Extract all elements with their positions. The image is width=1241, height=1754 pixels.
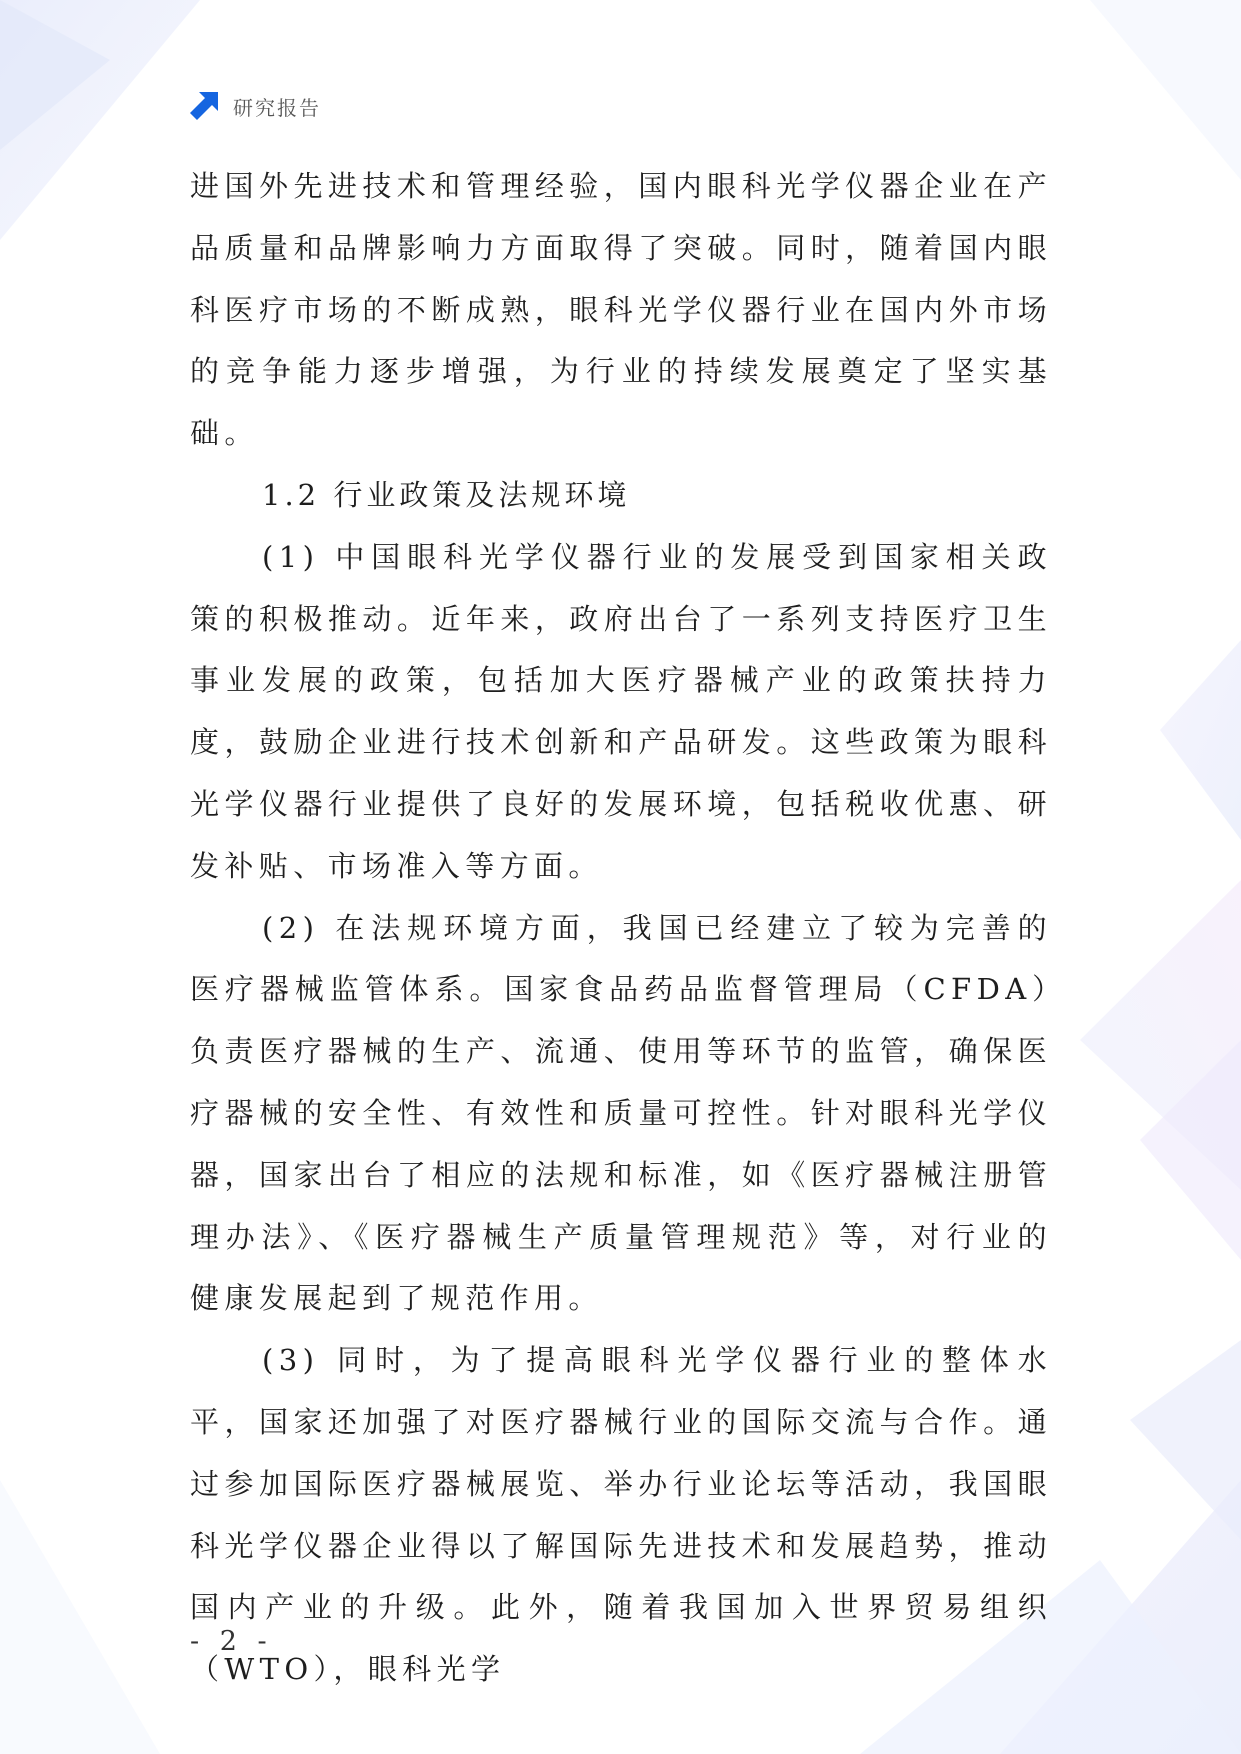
- arrow-up-right-icon: [187, 89, 221, 123]
- page-number: - 2 -: [190, 1626, 273, 1657]
- report-header: [187, 88, 321, 124]
- header-title: 研究报告: [233, 95, 321, 120]
- document-body: [190, 156, 1052, 1701]
- section-heading: 1.2 行业政策及法规环境: [262, 477, 631, 512]
- paragraph-international-3: (3) 同时，为了提高眼科光学仪器行业的整体水平，国家还加强了对医疗器械行业的国际交流与合作。通过参加国际医疗器械展览、举办行业论坛等活动，我国眼科光学仪器企业得以了解国际先进技术和发展趋势，推动国内产业的升级。此外，随着我国加入世界贸易组织（WTO），眼科光学: [190, 1343, 1052, 1687]
- paragraph-policy-1: (1) 中国眼科光学仪器行业的发展受到国家相关政策的积极推动。近年来，政府出台了一系列支持医疗卫生事业发展的政策，包括加大医疗器械产业的政策扶持力度，鼓励企业进行技术创新和产品研发。这些政策为眼科光学仪器行业提供了良好的发展环境，包括税收优惠、研发补贴、市场准入等方面。: [190, 539, 1052, 883]
- paragraph-regulation-2: (2) 在法规环境方面，我国已经建立了较为完善的医疗器械监管体系。国家食品药品监督管理局（CFDA）负责医疗器械的生产、流通、使用等环节的监管，确保医疗器械的安全性、有效性和质量可控性。针对眼科光学仪器，国家出台了相应的法规和标准，如《医疗器械注册管理办法》、《医疗器械生产质量管理规范》等，对行业的健康发展起到了规范作用。: [190, 910, 1052, 1316]
- paragraph-continued: 进国外先进技术和管理经验，国内眼科光学仪器企业在产品质量和品牌影响力方面取得了突破。同时，随着国内眼科医疗市场的不断成熟，眼科光学仪器行业在国内外市场的竞争能力逐步增强，为行业的持续发展奠定了坚实基础。: [190, 169, 1052, 451]
